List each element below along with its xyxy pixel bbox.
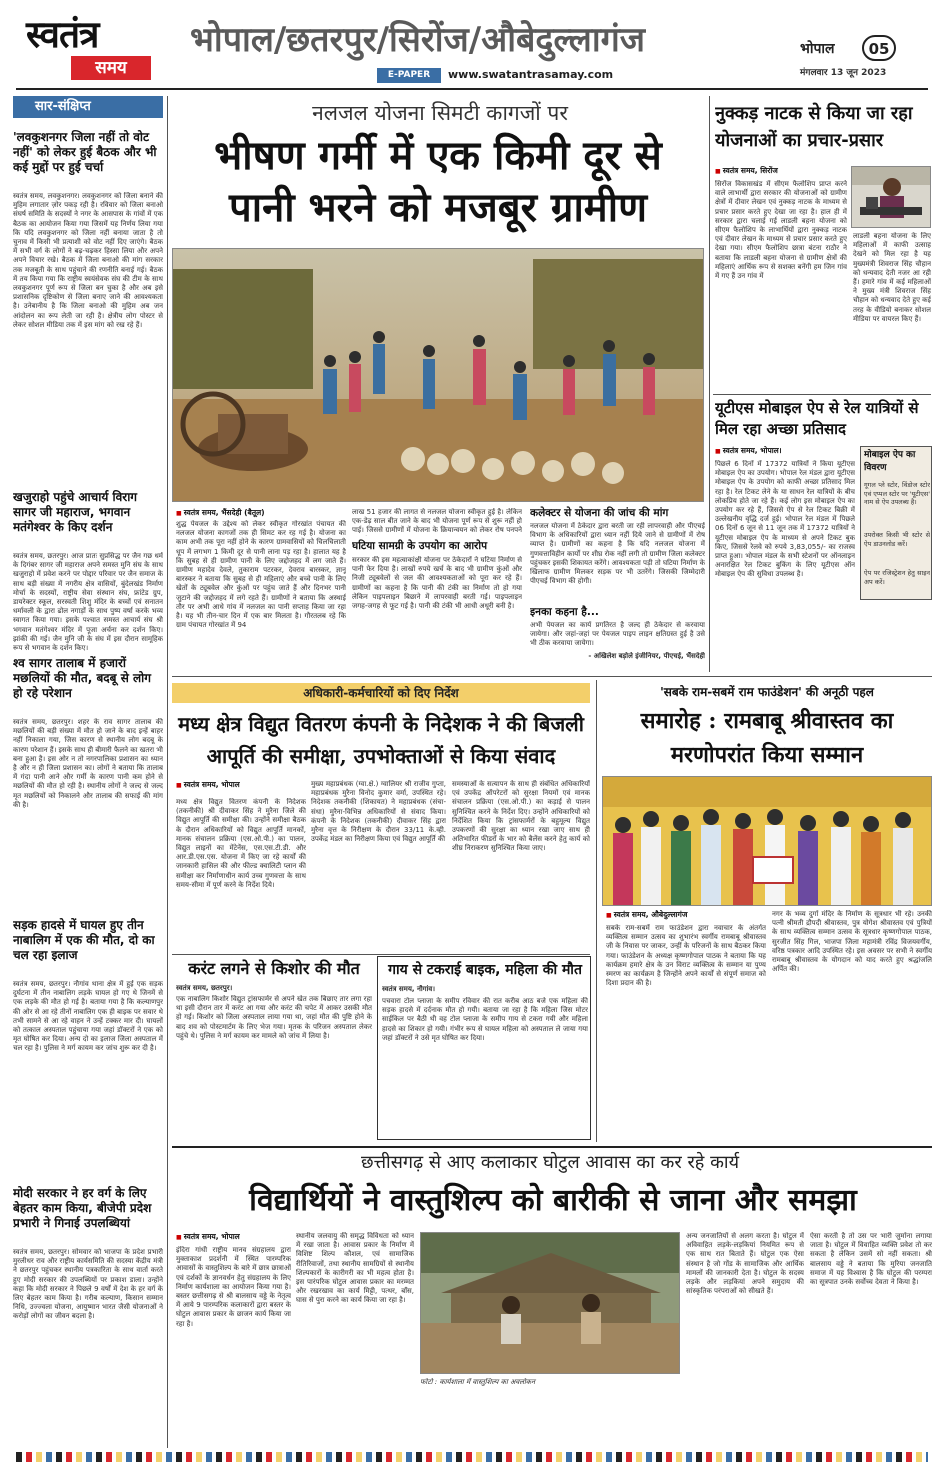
lead-sub2: कलेक्टर से योजना की जांच की मांग xyxy=(530,507,669,519)
brief-4-headline: सड़क हादसे में घायल हुए तीन नाबालिग में एक की मौत, दो का चल रहा इलाज xyxy=(13,918,155,962)
lead-col1: शुद्ध पेयजल के उद्देश्य को लेकर स्वीकृत गोरखांत पंचायत की नलजल योजना कागजों तक ही सिमट कर रह गई है। योजना का काम अभी तक पूरा नहीं होने के कारण ग्रामवासियों को चिलचिलाती धूप में लगभग 1 किमी दूर से पानी लाना पड़ रहा है। हालात यह है कि सुबह से ही ग्रामीण पानी के लिए जद्दोजहद में लग जाते हैं। ग्रामीण महादेव देवले, तुकाराम पटरकर, देवराव बारस्कर, ज्ञानू बारस्कर ने बताया कि सुबह से ही महिलाएं और बच्चे पानी के लिए खेतों के ट्यूबवेल और कुंओं पर पहुंच जाते हैं और दिनभर पानी जुटाने की जद्दोजहद में लगे रहते हैं। ग्रामीणों ने बताया कि अस्थाई तौर पर अभी आधे गांव में नलजल का पानी सप्ताह किया जा रहा है। यह भी तीन-चार दिन में एक बार मिलता है। गौरतलब रहे कि ग्राम पंचायत गोरखांत में 94 xyxy=(176,520,346,630)
nukkad-rule xyxy=(713,394,931,395)
brief-header xyxy=(13,96,163,118)
current-body: एक नाबालिग किशोर विद्युत ट्रांसफार्मर से अपने खेत तक बिछाए तार लगा रहा था इसी दौरान तार में करंट आ गया और करंट की चपेट में आकर उसकी मौत हो गई। किशोर को जिला अस्पताल लाया गया था, जहां मौत की पुष्टि होने के बाद शव को पोस्टमार्टम के लिए भेज गया। मृतक के परिजन अस्पताल लेकर पहुंचे थे। पुलिस ने मर्ग कायम कर मामले को जांच में लिया है। xyxy=(176,995,372,1040)
edition-cities: भोपाल/छतरपुर/सिरोंज/औबेदुल्लागंज xyxy=(190,20,646,60)
logo-top: स्वतंत्र xyxy=(26,12,99,56)
brief-5-headline: मोदी सरकार ने हर वर्ग के लिए बेहतर काम किया, बीजेपी प्रदेश प्रभारी ने गिनाई उपलब्धियां xyxy=(13,1186,152,1230)
ram-headline: समारोह : रामबाबू श्रीवास्तव का मरणोपरांत किया सम्मान xyxy=(640,708,894,768)
masthead-rule xyxy=(16,88,928,90)
brief-1-body: स्वतंत्र समय, लवकुशनगर। लवकुशनगर को जिला बनाने की मुहिम लगातार ज़ोर पकड़ रही है। रविवार को जिला बनाओ संघर्ष समिति के सदस्यों ने नगर के आसपास के गांवों में एक बैठक का आयोजन किया गया जिसमें यह निर्णय लिया गया कि यदि लवकुशनगर को जिला नहीं बनाया जाता है तो चुनाव में किसी भी प्रत्याशी को वोट नहीं दिए जाएंगे। बैठक में सभी वर्ग के लोगों ने बढ़-चढ़कर हिस्सा लिया और अपने अपने विचार रखे। बैठक में जिला बनाओ की मांग सरकार तक मजबूती के साथ पहुंचाने की रणनीति बनाई गई। बैठक में तय किया गया कि राष्ट्रीय स्वयंसेवक संघ की टीम के साथ लवकुशनगर पूर्ण रूप से जिला बन चुका है और अब इसे प्रशासनिक दृष्टिकोण से जिला बनाए जाने की आवश्यकता है। उनेबानीय है कि जिला बनाओ की मुहिम अब जन आंदोलन का रूप लेती जा रही है। क्षेत्रीय लोग पोस्टर से लेकर सोशल मीडिया तक में इस मांग को रख रहे हैं। xyxy=(13,192,163,329)
brief-2-headline: खजुराहो पहुंचे आचार्य विराग सागर जी महाराज, भगवान मतंगेश्वर के किए दर्शन xyxy=(13,490,138,534)
edition-name: भोपाल xyxy=(800,41,835,57)
bottom-section-rule xyxy=(172,1146,932,1148)
ram-col2: नगर के भव्य दुर्गा मंदिर के निर्माण के सूत्रधार भी रहे। उनकी पत्नी श्रीमती द्रौपदी श्रीवास्तव, पुत्र योगेश श्रीवास्तव एवं पुत्रियों के साथ व्यक्तित्व सम्मान उत्सव के सूत्रधार कृष्णगोपाल पाठक, सुरजीत सिंह गिल, भाजपा जिला महामंत्री रविंद्र विजयवर्गीय, वरिष्ठ पत्रकार आदि उपस्थित रहे। इस अवसर पर सभी ने स्वर्गीय रामबाबू श्रीवास्तव के योगदान को याद करते हुए श्रद्धांजलि अर्पित की। xyxy=(772,910,932,974)
nukkad-col2: लाडली बहना योजना के लिए महिलाओं में काफी उत्साह देखने को मिल रहा है यह मुख्यमंत्री शिवराज सिंह चौहान को धन्यवाद देती नजर आ रही हैं। हमारे गांव में कई महिलाओं ने मुख्य मंत्री शिवराज सिंह चौहान को धन्यवाद देते हुए कई तरह के वीडियो बनाकर सोशल मीडिया पर वायरल किए हैं। xyxy=(853,232,931,323)
uts-body: पिछले 6 दिनों में 17372 यात्रियों ने किया यूटीएस मोबाइल ऐप का उपयोग। भोपाल रेल मंडल द्वारा यूटीएस मोबाइल ऐप के उपयोग को काफी अच्छा प्रतिसाद मिल रहा है। रेल टिकट लेने के या साधन रेल यात्रियों के बीच लोकप्रिय होते जा रहे हैं। कई लोग इस मोबाइल ऐप का उपयोग कर रहे हैं, जिससे ऐप से रेल टिकट बिक्री में उल्लेखनीय वृद्धि दर्ज हुई। भोपाल रेल मंडल में पिछले 06 दिनों 6 जून से 11 जून तक में 17372 यात्रियों ने यूटीएस मोबाइल ऐप के माध्यम से अपने टिकट बुक किए, जिससे रेलवे को रुपये 3,83,055/- का राजस्व प्राप्त हुआ। भोपाल मंडल के सभी स्टेशनों पर ऑनलाइन अनारक्षित रेल टिकट बुकिंग के लिए यूटीएस ऑन मोबाइल ऐप की सुविधा उपलब्ध है। xyxy=(715,460,855,579)
print-registration-bar xyxy=(16,1452,928,1462)
uts-info-box xyxy=(860,446,932,600)
logo-bottom: समय xyxy=(71,56,151,80)
current-byline: स्वतंत्र समय, छतरपुर। xyxy=(176,984,233,992)
uts-box-item-1: गूगल प्ले स्टोर, विंडोज स्टोर एवं एप्पल स्टोर पर 'यूटीएस' नाम से ऐप उपलब्ध है। xyxy=(864,481,930,506)
brief-header-label: सार-संक्षिप्त xyxy=(35,99,91,114)
woman-at-sewing-machine-photo xyxy=(852,167,930,227)
vastu-col1: इंदिरा गांधी राष्ट्रीय मानव संग्रहालय द्वारा मुक्ताकाश प्रदर्शनी में स्थित पारम्परिक आवासों के वास्तुशिल्प के बारे में छात्र छात्राओं एवं दर्शकों के ज्ञानवर्धन हेतु संग्रहालय के लिए निर्माण कार्यशाला का आयोजन किया गया है। बस्तर छत्तीसगढ़ से श्री बालसाय वड्डे के नेतृत्व में आये 9 पारम्परिक कलाकारों द्वारा बस्तर के घोटुल आवास प्रकार के छाजन कार्य किया जा रहा है। xyxy=(176,1246,291,1328)
lead-sub3: इनका कहना है... xyxy=(530,606,599,618)
vastu-headline: विद्यार्थियों ने वास्तुशिल्प को बारीकी से जाना और समझा xyxy=(249,1183,857,1218)
uts-byline: ■ स्वतंत्र समय, भोपाल। xyxy=(715,446,855,458)
epaper-badge: E-PAPER xyxy=(377,68,441,83)
lead-headline: भीषण गर्मी में एक किमी दूर से पानी भरने को मजबूर ग्रामीण xyxy=(214,132,662,231)
lead-quote: अभी पेयजल का कार्य प्रगतिरत है जल्द ही ठेकेदार से करवाया जायेगा। और जहां-जहां पर पेयजल पाइप लाइन क्षतिग्रस्त हुई है उसे भी ठीक करवाया जायेगा। xyxy=(530,621,705,648)
uts-headline: यूटीएस मोबाइल ऐप से रेल यात्रियों से मिल रहा अच्छा प्रतिसाद xyxy=(715,399,919,438)
lead-quote-by: - अखिलेश बड़ोले इंजीनियर, पीएचई, भैंसदेही xyxy=(588,652,705,660)
artisans-working-photo xyxy=(421,1233,679,1373)
vidyut-col2: मुख्य महाप्रबंधक (ग्वा.क्षे.) ग्वालियर श्री राजीव गुप्ता, महाप्रबंधक मुरैना विनोद कुमार वर्मा, उपस्थित रहे। निदेशक तकनीकी (शिकायत) ने महाप्रबंधक (संचा-संधा) मुरैना-विभिन्न अधिकारियों से संवाद किया। कंपनी के निदेशक (तकनीकी) दीवाकर सिंह द्वारा मुरैना वृत्त के निरीक्षण के दौरान 33/11 के.व्ही. उपकेंद्र मंडल का निरीक्षण किया एवं विद्युत आपूर्ति की xyxy=(311,780,446,844)
masthead xyxy=(0,0,945,92)
lead-kicker: नलजल योजना सिमटी कागजों पर xyxy=(312,101,568,125)
vidyut-byline: ■ स्वतंत्र समय, भोपाल xyxy=(176,780,306,792)
current-headline: करंट लगने से किशोर की मौत xyxy=(188,959,360,978)
uts-box-title: मोबाइल ऐप का विवरण xyxy=(864,450,916,473)
ram-col1: सबके राम-सबमें राम फाउंडेशन द्वारा नवाचार के अंतर्गत व्यक्तित्व सम्मान उत्सव का शुभारंभ स्वर्गीय रामबाबू श्रीवास्तव जी के निवास पर जाकर, उन्हीं के परिजनों के साथ बैठकर किया गया। फाउंडेशन के अध्यक्ष कृष्णगोपाल पाठक ने बताया कि यह कार्यक्रम हमारे क्षेत्र के उन विराट व्यक्तित्व के सम्मान या पुण्य स्मरण का कार्यक्रम है जिन्होंने अपने कार्यों से संपूर्ण समाज को दिशा प्रदान की है। xyxy=(606,924,766,988)
mid-vertical-rule xyxy=(596,680,597,1142)
lead-col2: लाख 51 हजार की लागत से नलजल योजना स्वीकृत हुई है। लेकिन एक-डेढ़ साल बीत जाने के बाद भी योजना पूर्ण रूप से शुरू नहीं हो पाई। जिससे ग्रामीणों में योजना के क्रियान्वयन को लेकर रोष पनपने xyxy=(352,508,522,535)
vastu-kicker: छत्तीसगढ़ से आए कलाकार घोटुल आवास का कर रहे कार्य xyxy=(360,1152,740,1173)
nukkad-headline: नुक्कड़ नाटक से किया जा रहा योजनाओं का प्रचार-प्रसार xyxy=(715,103,913,151)
brief-3-body: स्वतंत्र समय, छतरपुर। शहर के राव सागर तालाब की मछलियों की बड़ी संख्या में मौत हो जाने के बाद इन्हें बाहर नहीं निकाला गया, जिस कारण से स्थानीय लोग बदबू के कारण परेशान हैं। इसके साथ ही बीमारी फैलने का खतरा भी बना हुआ है। इस ओर न तो नगरपालिका प्रशासन का ध्यान है और न ही जिला प्रशासन का। लोगों ने बताया कि तालाब में गंदा पानी आने और गर्मी के कारण पानी कम होने से मछलियों की मौत हो रही है। स्थानीय लोगों ने जल्द से जल्द मृत मछलियों को निकालने और तालाब की सफाई की मांग की है। xyxy=(13,718,163,809)
uts-box-item-2: उपरोक्त किसी भी स्टोर से ऐप डाउनलोड करें। xyxy=(864,531,930,548)
cow-headline: गाय से टकराई बाइक, महिला की मौत xyxy=(388,962,582,978)
page-number: 05 xyxy=(862,35,896,61)
issue-date: मंगलवार 13 जून 2023 xyxy=(800,68,887,78)
cow-box xyxy=(377,956,591,1140)
lead-right-rule xyxy=(709,96,710,672)
left-column-rule xyxy=(167,96,168,1448)
vidyut-col3: समस्याओं के सत्यापन के साथ ही संबंधित अधिकारियों एवं उपकेंद्र ऑपरेटरों को सुरक्षा नियमों एवं मानक संचालन प्रक्रिया (एस.ओ.पी.) का कड़ाई से पालन सुनिश्चित करने के निर्देश दिए। उन्होंने अधिकारियों को निर्देशित किया कि ट्रांसफार्मरों के बहुमूल्य विद्युत उपकरणों की सुरक्षा का ध्यान रखा जाए साथ ही अतिभारित फीडरों के भार को बैलेंस करने हेतु कार्य को शीघ्र निराकरण सुनिश्चित किया जाए। xyxy=(452,780,590,853)
nukkad-photo xyxy=(851,166,931,228)
lead-photo xyxy=(172,248,704,502)
brief-1-headline: 'लवकुशनगर जिला नहीं तो वोट नहीं' को लेकर हुई बैठक और भी कई मुद्दों पर हुई चर्चा xyxy=(13,130,157,174)
lead-col3: नलजल योजना में ठेकेदार द्वारा बरती जा रही लापरवाही और पीएचई विभाग के अधिकारियों द्वारा ध्यान नहीं दिये जाने से ग्रामीणों में रोष व्याप्त है। ग्रामीणों का कहना है कि यदि नलजल योजना में गुणवत्ताविहीन कार्यों पर शीघ्र रोक नहीं लगी तो ग्रामीण जिला कलेक्टर पहुंचकर इसकी शिकायत करेंगे। आवश्यकता पड़ी तो घटिया निर्माण के खिलाफ ग्रामीण मिलकर सड़क पर भी उतरेंगे। जिसकी जिम्मेदारी पीएचई विभाग की होगी। xyxy=(530,522,705,586)
ram-photo xyxy=(602,776,932,906)
vastu-col2: स्थानीय जलवायु की समृद्ध विविधता को ध्यान में रखा जाता है। आवास प्रकार के निर्माण में विशिष्ट शिल्प कौशल, एवं सामाजिक रीतिरिवाजों, तथा स्थानीय सामग्रियों से स्थानीय शिल्पकारों के कारीगरी का भी महत्व होता है। इस पारंपरिक घोटुल आवास प्रकार का मरम्मत और रखरखाव का कार्य मिट्टी, पत्थर, बाँस, घास से पुरा करने का कार्य किया जा रहा है। xyxy=(296,1232,414,1305)
vidyut-banner: अधिकारी-कर्मचारियों को दिए निर्देश xyxy=(172,683,590,703)
honour-ceremony-photo xyxy=(603,777,931,905)
lead-byline: ■ स्वतंत्र समय, भैंसदेही (बैतूल) xyxy=(176,508,346,520)
vastu-byline: ■ स्वतंत्र समय, भोपाल xyxy=(176,1232,376,1244)
brief-5-body: स्वतंत्र समय, छतरपुर। सोमवार को भाजपा के प्रदेश प्रभारी मुरलीधर राव और राष्ट्रीय कार्यसमिति की सदस्या केंद्रीय मंत्री ने छतरपुर पहुंचकर स्थानीय पत्रकारिता के साथ वार्ता करते हुए मोदी सरकार की उपलब्धियों पर प्रकाश डाला। उन्होंने कहा कि मोदी सरकार ने पिछले 9 वर्षों में देश के हर वर्ग के लिए बेहतर काम किया है। गरीब कल्याण, किसान सम्मान निधि, उज्ज्वला योजना, आयुष्मान भारत जैसी योजनाओं ने करोड़ों लोगों का जीवन बदला है। xyxy=(13,1248,163,1321)
ram-kicker: 'सबके राम-सबमें राम फाउंडेशन' की अनूठी पहल xyxy=(660,685,874,699)
nukkad-col1: सिरोंज विकासखंड में सीएम फैलोशिप प्राप्त करने वाले लाभार्थी द्वारा सरकार की योजनाओं को ग्रामीण क्षेत्रों में दीवार लेखन एवं नुक्कड़ नाटक के माध्यम से प्रचार प्रसार करते हुए देखा जा रहा है। हाल ही में सरकार द्वारा चलाई गई लाडली बहना योजना को सीएम फैलोशिप के लाभार्थियों द्वारा नुक्कड़ नाटक एवं दीवार लेखन के माध्यम से प्रचार प्रसार करते हुए देखा गया। सीएम फैलोशिप छात्रा बंटना राठौर ने बताया कि लाडली बहना योजना से ग्रामीण क्षेत्रों की महिलाएं आर्थिक रूप से सशक्त बनेंगी हम जिन गांव में गए हैं उन गांव में xyxy=(715,180,847,281)
current-top-rule xyxy=(172,954,590,955)
uts-box-item-3: ऐप पर रजिस्ट्रेशन हेतु साइन अप करें। xyxy=(864,569,930,586)
cow-byline: स्वतंत्र समय, नौगांव। xyxy=(382,985,435,993)
brief-column xyxy=(13,96,163,1448)
cow-body: पचवारा टोल प्लाजा के समीप रविवार की रात करीब आठ बजे एक महिला की सड़क हादसे में दर्दनाक मौत हो गयी। बताया जा रहा है कि महिला जिस मोटर साईकिल पर बैठी थी वह टोल प्लाजा के समीप गाय से टकरा गयी और महिला हादसे का शिकार हो गयी। गंभीर रूप से घायल महिला को अस्पताल ले जाया गया जहां डॉक्टरों ने उसे मृत घोषित कर दिया। xyxy=(382,997,588,1042)
website-link[interactable]: www.swatantrasamay.com xyxy=(448,68,614,81)
vidyut-col1: मध्य क्षेत्र विद्युत वितरण कंपनी के निदेशक (तकनीकी) श्री दीवाकर सिंह ने मुरैना जिले की विद्युत आपूर्ति की समीक्षा की। उन्होंने समीक्षा बैठक के दौरान अधिकारियों को विद्युत आपूर्ति मानकों, मानक संचालन प्रक्रिया (एस.ओ.पी.) का पालन, विद्युत लाइनों का मेंटेनेंस, एस.एस.टी.डी. और आर.डी.एस.एस. योजना में किए जा रहे कार्यों की जानकारी हासिल की और फील्ड क्वालिटी प्लान की समीक्षा कर निर्माणाधीन कार्य उच्च गुणवत्ता के साथ समय-सीमा में पूर्ण करने के निर्देश दिये। xyxy=(176,798,306,889)
brief-2-body: स्वतंत्र समय, छतरपुर। आज प्रातः सुप्रसिद्ध पर जैन गछ धर्म के दिगंबर सागर जी महाराज अपने समस्त मुनि संघ के साथ खजुराहो में प्रवेश करने पर पोद्दार परिवार पर जैन समाज के साथ बड़ी संख्या में नगरीय क्षेत्र वासियों, बुंदेलखंड निर्माण मोर्चा के सदस्यों, राष्ट्रीय सेवा संस्थान संघ, फ्रांटेड ग्रुप, डायरेक्टर स्कूल, सरस्वती शिशु मंदिर के बच्चों एवं सनातन धर्मावली के द्वारा ढोल नगाड़ों के साथ पुष्प वर्षा करके भव्य स्वागत किया गया। इसके पश्चात समस्त आचार्य संघ श्री भगवान मतंगेश्वर मंदिर में पूजा अर्चना कर दर्शन किए। झांकी की गई। जैन मुनि जी के संघ में इस दौरान सामूहिक रूप से भगवान के दर्शन किए। xyxy=(13,552,163,653)
ram-byline: ■ स्वतंत्र समय, औबेदुल्लागंज xyxy=(606,910,766,922)
nukkad-byline: ■ स्वतंत्र समय, सिरोंज xyxy=(715,166,855,178)
vastu-caption: फोटो : कार्यशाला में वास्तुशिल्प का अवलोकन xyxy=(420,1378,536,1386)
village-water-photo xyxy=(173,249,703,501)
lead-col2b: सरकार की इस महत्वाकांक्षी योजना पर ठेकेदारों ने घटिया निर्माण से पानी फेर दिया है। लाखों रुपये खर्च के बाद भी ग्रामीण कुंओं और निजी ट्यूबवेलों से जल की आवश्यकताओं को पूरा कर रहे हैं। ग्रामीणों का कहना है कि पानी की टंकी का निर्माण तो हो गया लेकिन पाइपलाइन बिछाने में लापरवाही बरती गई। पाइपलाइन जगह-जगह से फूट गई है। पानी की टंकी भी आधी अधूरी बनी है। xyxy=(352,556,522,611)
brief-4-body: स्वतंत्र समय, छतरपुर। नौगांव थाना क्षेत्र में हुई एक सड़क दुर्घटना में तीन नाबालिग लड़के घायल हो गए थे जिनमें से एक लड़के की मौत हो गई है। बताया गया है कि कल्याणपुर की ओर से आ रहे तीनों नाबालिग एक ही बाइक पर सवार थे तभी सामने से आ रहे वाहन ने उन्हें टक्कर मार दी। घायलों को तत्काल अस्पताल पहुंचाया गया जहां डॉक्टरों ने एक को मृत घोषित कर दिया। अन्य दो का इलाज जिला अस्पताल में चल रहा है। पुलिस ने मर्ग कायम कर जांच शुरू कर दी है। xyxy=(13,980,163,1053)
brief-3-headline: श्व सागर तालाब में हजारों मछलियों की मौत, बदबू से लोग हो रहे परेशान xyxy=(13,656,151,700)
vastu-col3: अन्य जनजातियों से अलग करता है। घोटुल में अविवाहित लड़के-लड़कियां नियमित रूप से एक साथ रात बिताते हैं। घोटुल एक ऐसा संस्थान है जो गोंड के सामाजिक और आर्थिक मामलों की जानकारी देता है। घोटुल के सदस्य लड़के और लड़कियां अपने समुदाय की सांस्कृतिक परंपराओं को सीखते हैं। xyxy=(686,1232,804,1296)
lead-sub1: घटिया सामग्री के उपयोग का आरोप xyxy=(352,540,488,552)
vidyut-headline: मध्य क्षेत्र विद्युत वितरण कंपनी के निदेशक ने की बिजली आपूर्ति की समीक्षा, उपभोक्ताओं से किया संवाद xyxy=(178,712,584,768)
vastu-photo xyxy=(420,1232,680,1374)
vastu-col4: ऐसा करती है तो उस पर भारी जुर्माना लगाया जाता है। घोटुल में विवाहित व्यक्ति प्रवेश तो कर सकता है लेकिन उसमें सो नहीं सकता। श्री बालसाय वड्डे ने बताया कि मुरिया जनजाति समाज में यह विश्वास है कि घोटुल की परम्परा का सूत्रपात उनके सर्वोच्च देवता ने किया है। xyxy=(810,1232,932,1287)
mid-horizontal-rule xyxy=(172,676,932,677)
